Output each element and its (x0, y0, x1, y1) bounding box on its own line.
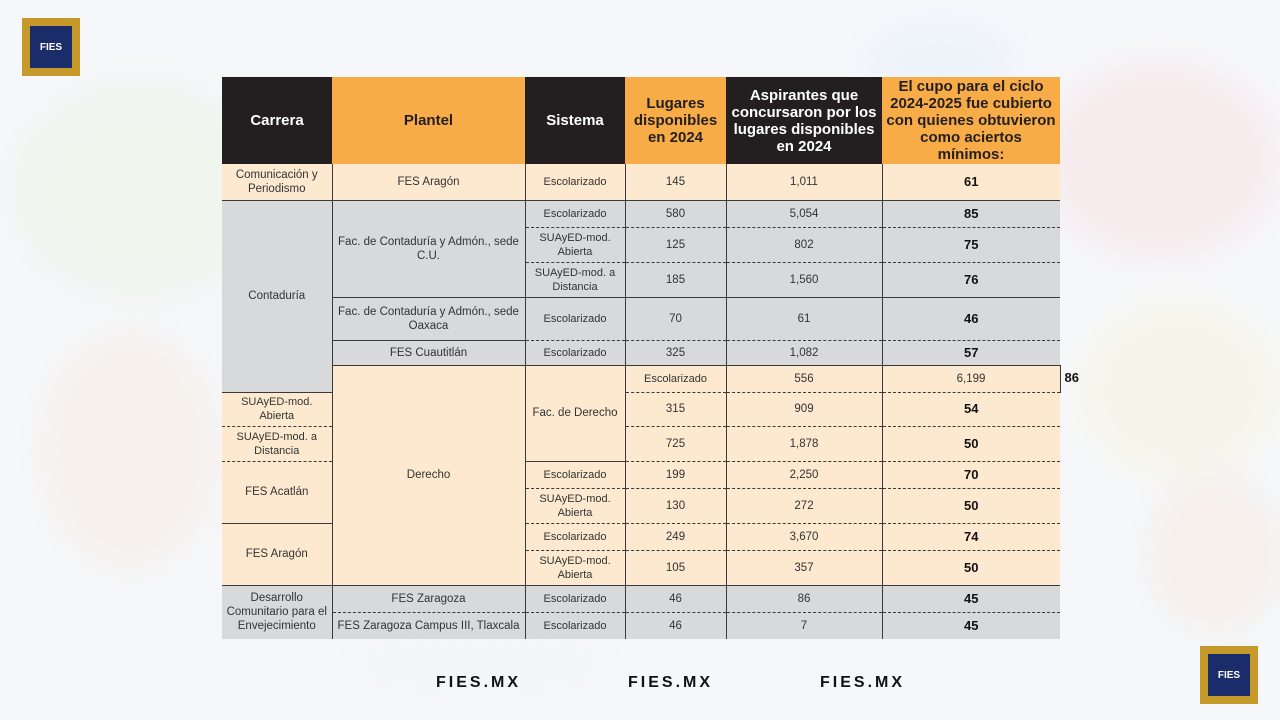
header-aspirantes: Aspirantes que concursaron por los lugares disponibles en 2024 (726, 77, 882, 164)
sistema-cell: Escolarizado (525, 340, 625, 365)
sistema-cell: SUAyED-mod. a Distancia (525, 262, 625, 297)
aspirantes-cell: 3,670 (726, 523, 882, 550)
aspirantes-cell: 272 (726, 488, 882, 523)
sistema-cell: Escolarizado (525, 200, 625, 227)
sistema-cell: Escolarizado (525, 585, 625, 612)
aciertos-cell: 74 (882, 523, 1060, 550)
footer-watermark-3: FIES.MX (820, 674, 906, 691)
lugares-cell: 325 (625, 340, 726, 365)
lugares-cell: 185 (625, 262, 726, 297)
aciertos-cell: 50 (882, 488, 1060, 523)
sistema-cell: Escolarizado (525, 164, 625, 200)
fies-logo-text: FIES (30, 26, 72, 68)
sistema-cell: SUAyED-mod. Abierta (525, 227, 625, 262)
carrera-cell: Comunicación y Periodismo (222, 164, 332, 200)
table-row (222, 200, 1060, 227)
aspirantes-cell: 86 (726, 585, 882, 612)
footer-watermark-1: FIES.MX (436, 674, 522, 691)
lugares-cell: 70 (625, 297, 726, 340)
table-row (222, 365, 1060, 392)
aciertos-cell: 61 (882, 164, 1060, 200)
aciertos-cell: 46 (882, 297, 1060, 340)
table-row (222, 585, 1060, 612)
sistema-cell: SUAyED-mod. a Distancia (222, 426, 332, 461)
sistema-cell: SUAyED-mod. Abierta (525, 550, 625, 585)
header-sistema: Sistema (525, 77, 625, 164)
aspirantes-cell: 61 (726, 297, 882, 340)
aciertos-cell: 50 (882, 426, 1060, 461)
header-aciertos: El cupo para el ciclo 2024-2025 fue cubierto con quienes obtuvieron como aciertos mínimos: (882, 77, 1060, 164)
aciertos-cell: 85 (882, 200, 1060, 227)
lugares-cell: 46 (625, 612, 726, 639)
aspirantes-cell: 5,054 (726, 200, 882, 227)
footer-watermark-2: FIES.MX (628, 674, 714, 691)
carrera-cell: Contaduría (222, 200, 332, 392)
aciertos-cell: 54 (882, 392, 1060, 426)
sistema-cell: Escolarizado (525, 612, 625, 639)
lugares-cell: 315 (625, 392, 726, 426)
plantel-cell: Fac. de Contaduría y Admón., sede C.U. (332, 200, 525, 297)
fies-logo (22, 18, 80, 76)
aciertos-cell: 76 (882, 262, 1060, 297)
lugares-cell: 249 (625, 523, 726, 550)
aciertos-cell: 75 (882, 227, 1060, 262)
plantel-cell: Fac. de Derecho (525, 365, 625, 461)
aspirantes-cell: 357 (726, 550, 882, 585)
plantel-cell: FES Aragón (332, 164, 525, 200)
fies-logo-bottom-text: FIES (1208, 654, 1250, 696)
header-plantel: Plantel (332, 77, 525, 164)
aspirantes-cell: 1,011 (726, 164, 882, 200)
table-header-row (222, 77, 1060, 164)
carrera-cell: Derecho (332, 365, 525, 585)
aspirantes-cell: 1,560 (726, 262, 882, 297)
table-row (222, 612, 1060, 639)
aspirantes-cell: 7 (726, 612, 882, 639)
fies-logo-bottom (1200, 646, 1258, 704)
sistema-cell: Escolarizado (525, 297, 625, 340)
lugares-cell: 130 (625, 488, 726, 523)
aspirantes-cell: 1,082 (726, 340, 882, 365)
lugares-cell: 105 (625, 550, 726, 585)
lugares-cell: 46 (625, 585, 726, 612)
lugares-cell: 725 (625, 426, 726, 461)
lugares-cell: 556 (726, 365, 882, 392)
header-carrera: Carrera (222, 77, 332, 164)
plantel-cell: Fac. de Contaduría y Admón., sede Oaxaca (332, 297, 525, 340)
lugares-cell: 199 (625, 461, 726, 488)
table-row (222, 164, 1060, 200)
aciertos-cell: 45 (882, 612, 1060, 639)
aciertos-cell: 57 (882, 340, 1060, 365)
lugares-cell: 145 (625, 164, 726, 200)
aspirantes-cell: 1,878 (726, 426, 882, 461)
sistema-cell: Escolarizado (525, 523, 625, 550)
table-row (222, 340, 1060, 365)
sistema-cell: Escolarizado (625, 365, 726, 392)
lugares-cell: 125 (625, 227, 726, 262)
aspirantes-cell: 909 (726, 392, 882, 426)
aciertos-cell: 45 (882, 585, 1060, 612)
aspirantes-cell: 802 (726, 227, 882, 262)
aciertos-cell: 50 (882, 550, 1060, 585)
header-lugares: Lugares disponibles en 2024 (625, 77, 726, 164)
sistema-cell: SUAyED-mod. Abierta (222, 392, 332, 426)
plantel-cell: FES Aragón (222, 523, 332, 585)
plantel-cell: FES Zaragoza (332, 585, 525, 612)
plantel-cell: FES Zaragoza Campus III, Tlaxcala (332, 612, 525, 639)
lugares-cell: 580 (625, 200, 726, 227)
aciertos-cell: 70 (882, 461, 1060, 488)
plantel-cell: FES Acatlán (222, 461, 332, 523)
sistema-cell: SUAyED-mod. Abierta (525, 488, 625, 523)
aspirantes-cell: 6,199 (882, 365, 1060, 392)
admission-table (222, 77, 1060, 639)
sistema-cell: Escolarizado (525, 461, 625, 488)
carrera-cell: Desarrollo Comunitario para el Envejecimiento (222, 585, 332, 639)
aspirantes-cell: 2,250 (726, 461, 882, 488)
table-row (222, 297, 1060, 340)
plantel-cell: FES Cuautitlán (332, 340, 525, 365)
